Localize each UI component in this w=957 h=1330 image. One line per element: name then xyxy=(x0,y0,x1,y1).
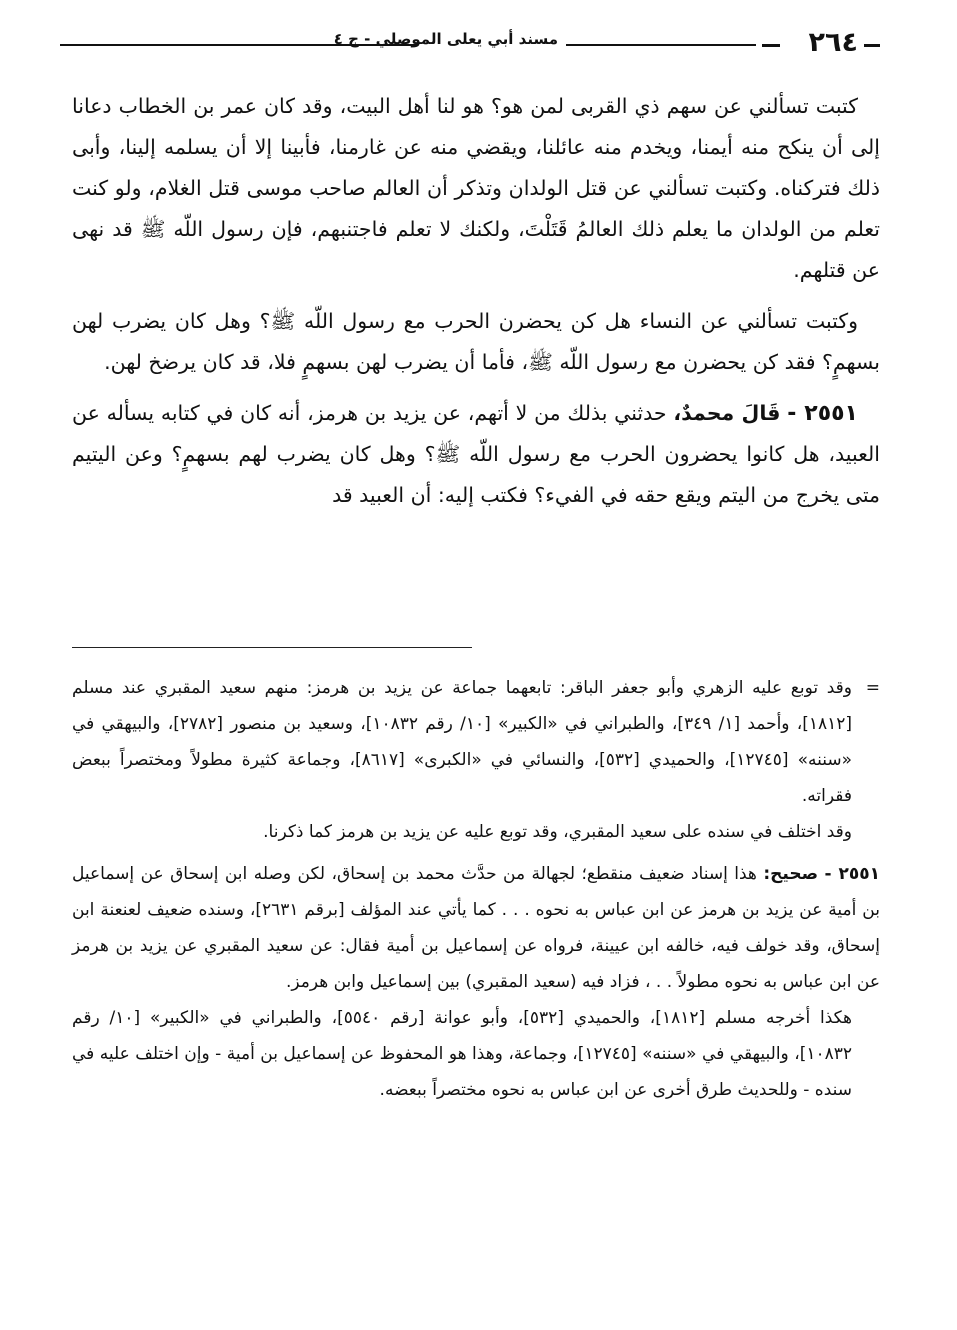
main-text xyxy=(72,86,880,526)
footnote-number: ٢٥٥١ - xyxy=(824,864,880,884)
header-rule xyxy=(60,44,418,46)
footnotes xyxy=(72,670,880,1114)
paragraph: كتبت تسألني عن سهم ذي القربى لمن هو؟ هو لنا أهل البيت، وقد كان عمر بن الخطاب دعانا إلى أن ينكح منه أيمنا، ويخدم منه عائلنا، ويقضي منه عن غارمنا، فأبينا إلا أن يسلمه إلينا، وأبى ذلك فتركناه. وكتبت تسألني عن قتل الولدان وتذكر أن العالم صاحب موسى قتل الغلام، ولو كنت تعلم من الولدان ما يعلم ذلك العالمُ قَتَلْتَ، ولكنك لا تعلم فاجتنبهم، فإن رسول اللّه ﷺ قد نهى عن قتلهم. xyxy=(72,94,880,282)
hadith-number: ٢٥٥١ - xyxy=(787,401,858,426)
paragraph: وكتبت تسألني عن النساء هل كن يحضرن الحرب مع رسول اللّه ﷺ؟ وهل كان يضرب لهن بسهمٍ؟ فقد كن يحضرن مع رسول اللّه ﷺ، فأما أن يضرب لهن بسهمٍ فلا، قد كان يرضخ لهن. xyxy=(72,309,880,374)
footnote-continued xyxy=(72,670,880,814)
hadith-text: حدثني بذلك من لا أتهم، عن يزيد بن هرمز، أنه كان في كتابه يسأله عن العبيد، هل كانوا يحضرون الحرب مع رسول اللّه ﷺ؟ وهل كان يضرب لهم بسهمٍ؟ وعن اليتيم متى يخرج من اليتم ويقع حقه في الفيء؟ فكتب إليه: أن العبيد قد xyxy=(72,401,880,507)
hadith-narrator: قَالَ محمدٌ، xyxy=(673,401,781,425)
grading-label: صحيح: xyxy=(763,864,818,884)
footnote-text: وقد اختلف في سنده على سعيد المقبري، وقد توبع عليه عن يزيد بن هرمز كما ذكرنا. xyxy=(263,822,852,842)
running-title: مسند أبي يعلى الموصلي - ج ٤ xyxy=(333,30,558,48)
continuation-mark: = xyxy=(865,678,880,698)
page-number: ٢٦٤ xyxy=(808,27,858,58)
page-header xyxy=(60,22,880,66)
footnote-separator xyxy=(72,647,472,648)
footnote-text: هكذا أخرجه مسلم [١٨١٢]، والحميدي [٥٣٢]، وأبو عوانة [رقم ٥٥٤٠]، والطبراني في «الكبير» [١٠/ رقم ١٠٨٣٢]، والبيهقي في «سننه» [١٢٧٤٥]، وجماعة، وهذا هو المحفوظ عن إسماعيل بن أمية - وإن اختلف عليه في سنده - وللحديث طرق أخرى عن ابن عباس به نحوه مختصراً ببعضه. xyxy=(72,1008,852,1100)
footnote-entry xyxy=(72,856,880,1000)
header-rule xyxy=(566,44,756,46)
footnote-text: هذا إسناد ضعيف منقطع؛ لجهالة من حدَّث محمد بن إسحاق، لكن وصله ابن إسحاق عن إسماعيل بن أمية عن يزيد بن هرمز عن ابن عباس به نحوه . . . كما يأتي عند المؤلف [برقم ٢٦٣١]، وسنده ضعيف لعنعنة ابن إسحاق، وقد خولف فيه، خالفه ابن عيينة، فرواه عن إسماعيل بن أمية فقال: عن سعيد المقبري عن يزيد بن هرمز عن ابن عباس به نحوه مطولاً . . ، فزاد فيه (سعيد المقبري) بين إسماعيل وابن هرمز. xyxy=(72,864,880,992)
footnote-text: وقد توبع عليه الزهري وأبو جعفر الباقر: تابعهما جماعة عن يزيد بن هرمز: منهم سعيد المقبري عند مسلم [١٨١٢]، وأحمد [١/ ٣٤٩]، والطبراني في «الكبير» [١٠/ رقم ١٠٨٣٢]، وسعيد بن منصور [٢٧٨٢]، والبيهقي في «سننه» [١٢٧٤٥]، والحميدي [٥٣٢]، والنسائي في «الكبرى» [٨٦١٧]، وجماعة كثيرة مطولاً ومختصراً ببعض فقراته. xyxy=(72,678,853,806)
hadith-paragraph xyxy=(72,393,880,516)
header-dash xyxy=(864,44,880,47)
header-dash xyxy=(762,44,780,47)
